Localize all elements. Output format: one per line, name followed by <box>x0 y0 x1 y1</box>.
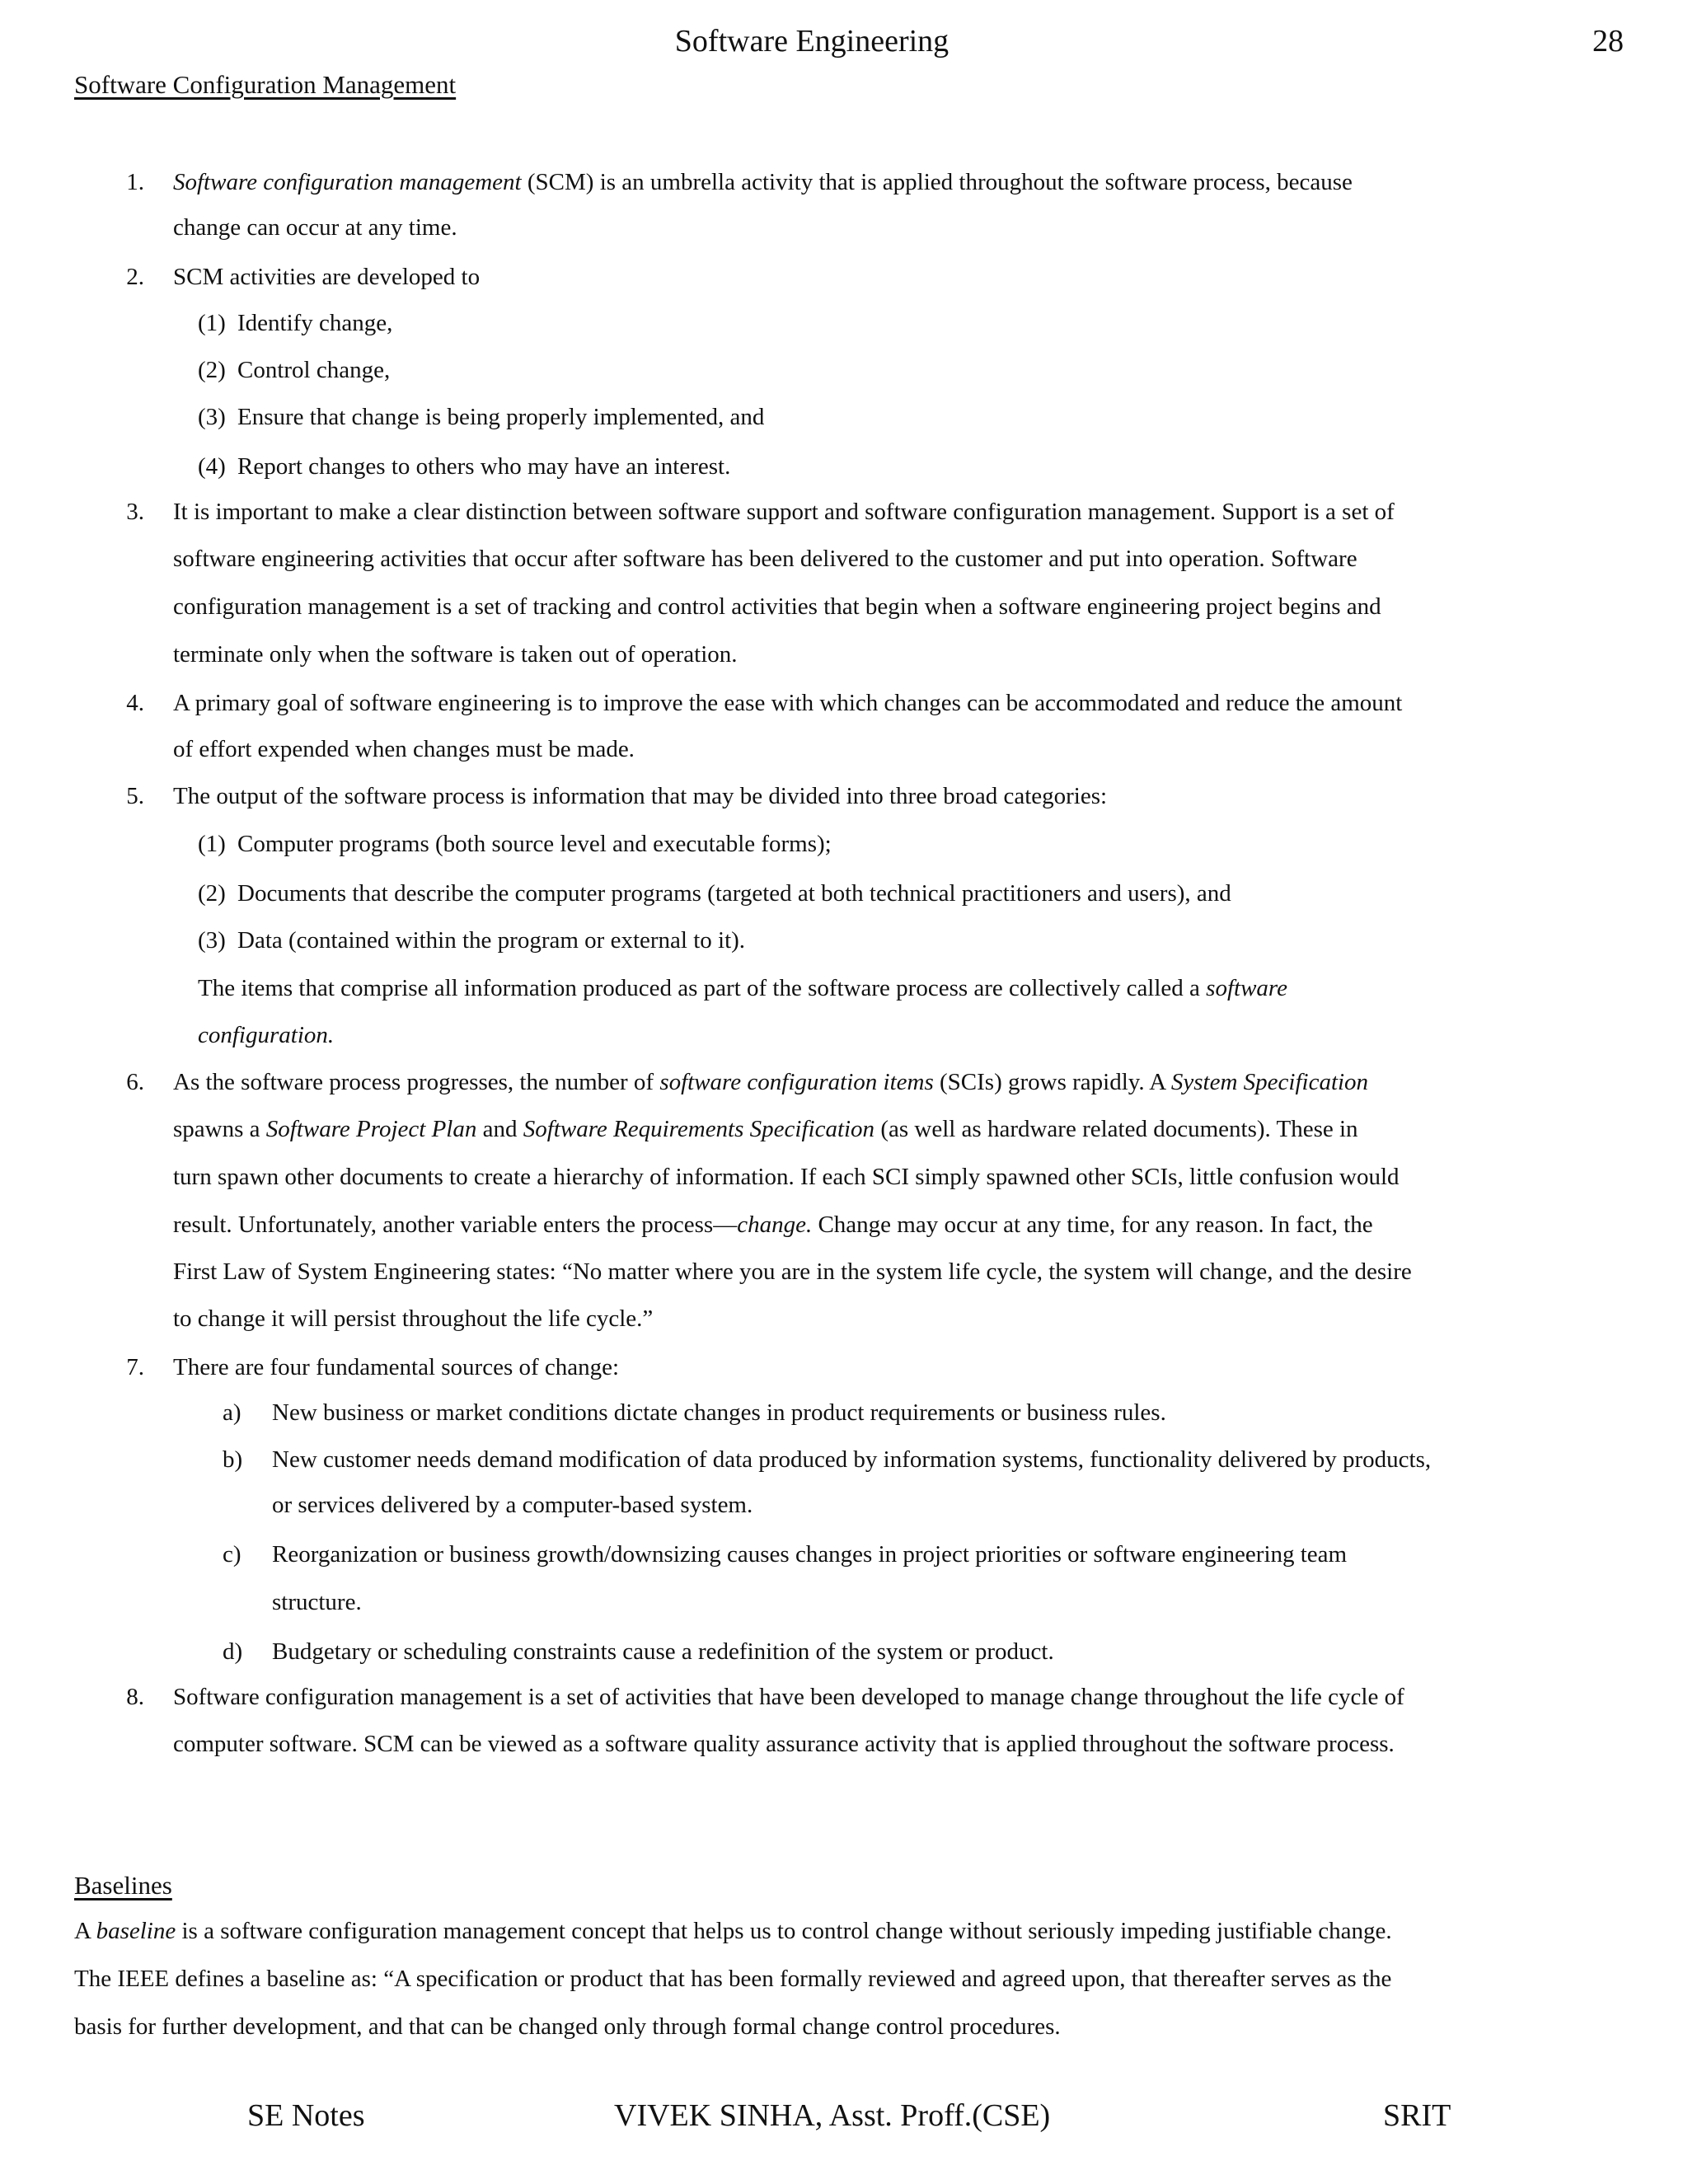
sub-item-text: or services delivered by a computer-based system. <box>272 1492 753 1518</box>
text-run: (SCM) is an umbrella activity that is applied throughout the software process, because <box>521 169 1353 195</box>
item-number: 2. <box>126 264 144 290</box>
term: software <box>1206 975 1287 1001</box>
sub-item-number: (3) <box>198 404 226 430</box>
sub-item-number: (2) <box>198 880 226 907</box>
sub-item-text: structure. <box>272 1589 362 1615</box>
sub-item-text: Ensure that change is being properly implemented, and <box>237 404 765 430</box>
sub-item-number: (1) <box>198 310 226 336</box>
term: Software Requirements Specification <box>523 1116 875 1142</box>
term: Software configuration management <box>173 169 522 195</box>
text-run: The items that comprise all information produced as part of the software process are collectively called a <box>198 975 1207 1001</box>
list-item-line: configuration management is a set of tracking and control activities that begin when a software engineering project begins and <box>173 593 1381 620</box>
section-heading-baselines: Baselines <box>74 1871 172 1900</box>
text-run: (SCIs) grows rapidly. A <box>933 1069 1171 1095</box>
sub-item-letter: d) <box>223 1638 243 1665</box>
sub-item-letter: b) <box>223 1446 243 1473</box>
list-item-line: A primary goal of software engineering is to improve the ease with which changes can be accommodated and reduce the amount <box>173 690 1403 716</box>
sub-item-text: Budgetary or scheduling constraints cause a redefinition of the system or product. <box>272 1638 1054 1665</box>
list-item-line: software engineering activities that occur after software has been delivered to the customer and put into operation. Software <box>173 546 1357 572</box>
text-run: Change may occur at any time, for any reason. In fact, the <box>812 1212 1373 1238</box>
list-item-line <box>198 975 1287 1002</box>
list-item-line: The output of the software process is information that may be divided into three broad categories: <box>173 783 1108 809</box>
running-header-title: Software Engineering <box>674 24 950 59</box>
term: configuration. <box>198 1022 335 1048</box>
sub-item-letter: a) <box>223 1399 241 1426</box>
item-number: 8. <box>126 1684 144 1710</box>
sub-item-number: (3) <box>198 927 226 954</box>
sub-item-number: (4) <box>198 453 226 480</box>
term: baseline <box>96 1918 176 1944</box>
page-number: 28 <box>1592 24 1624 59</box>
list-item-line: Software configuration management is a set of activities that have been developed to manage change throughout the life cycle of <box>173 1684 1404 1710</box>
sub-item-number: (1) <box>198 831 226 857</box>
text-run: As the software process progresses, the number of <box>173 1069 660 1095</box>
text-run: result. Unfortunately, another variable enters the process— <box>173 1212 738 1238</box>
sub-item-text: Documents that describe the computer programs (targeted at both technical practitioners and users), and <box>237 880 1231 907</box>
text-run: (as well as hardware related documents). These in <box>874 1116 1358 1142</box>
sub-item-text: Data (contained within the program or external to it). <box>237 927 746 954</box>
item-number: 1. <box>126 169 144 195</box>
item-number: 5. <box>126 783 144 809</box>
list-item-line <box>198 1022 334 1049</box>
item-number: 3. <box>126 499 144 525</box>
paragraph-line: basis for further development, and that can be changed only through formal change control procedures. <box>74 2013 1061 2040</box>
text-run: A <box>74 1918 96 1944</box>
list-item-line: turn spawn other documents to create a hierarchy of information. If each SCI simply spawned other SCIs, little confusion would <box>173 1164 1400 1190</box>
sub-item-text: Report changes to others who may have an interest. <box>237 453 731 480</box>
item-number: 4. <box>126 690 144 716</box>
text-run: is a software configuration management concept that helps us to control change without seriously impeding justifiable change. <box>176 1918 1392 1944</box>
list-item-line <box>173 1116 1358 1143</box>
list-item-line: terminate only when the software is taken out of operation. <box>173 641 738 668</box>
sub-item-text: Control change, <box>237 357 391 383</box>
list-item-line <box>173 1069 1368 1096</box>
footer-left: SE Notes <box>247 2098 365 2133</box>
paragraph-line <box>74 1918 1392 1945</box>
list-item-line: There are four fundamental sources of change: <box>173 1354 620 1380</box>
item-number: 6. <box>126 1069 144 1095</box>
sub-item-number: (2) <box>198 357 226 383</box>
term: System Specification <box>1170 1069 1369 1095</box>
section-heading-scm: Software Configuration Management <box>74 70 457 99</box>
sub-item-text: Computer programs (both source level and executable forms); <box>237 831 832 857</box>
list-item-line: change can occur at any time. <box>173 214 457 241</box>
item-number: 7. <box>126 1354 144 1380</box>
list-item-line <box>173 1212 1373 1239</box>
list-item-line: to change it will persist throughout the life cycle.” <box>173 1305 654 1332</box>
term: Software Project Plan <box>265 1116 477 1142</box>
footer-right: SRIT <box>1383 2098 1451 2133</box>
list-item-line: It is important to make a clear distinction between software support and software configuration management. Support is a set of <box>173 499 1395 525</box>
term: software configuration items <box>659 1069 934 1095</box>
list-item-line: SCM activities are developed to <box>173 264 481 290</box>
sub-item-text: New customer needs demand modification of data produced by information systems, functionality delivered by products, <box>272 1446 1432 1473</box>
term: change. <box>737 1212 813 1238</box>
list-item-line: First Law of System Engineering states: “No matter where you are in the system life cycle, the system will change, and the desire <box>173 1258 1412 1285</box>
sub-item-text: Reorganization or business growth/downsizing causes changes in project priorities or software engineering team <box>272 1541 1348 1568</box>
footer-center: VIVEK SINHA, Asst. Proff.(CSE) <box>614 2098 1051 2133</box>
sub-item-text: New business or market conditions dictate changes in product requirements or business rules. <box>272 1399 1166 1426</box>
text-run: and <box>476 1116 523 1142</box>
list-item-line <box>173 169 1353 196</box>
paragraph-line: The IEEE defines a baseline as: “A specification or product that has been formally reviewed and agreed upon, that thereafter serves as the <box>74 1966 1392 1992</box>
list-item-line: computer software. SCM can be viewed as a software quality assurance activity that is applied throughout the software process. <box>173 1731 1395 1757</box>
list-item-line: of effort expended when changes must be made. <box>173 736 635 762</box>
text-run: spawns a <box>173 1116 266 1142</box>
sub-item-text: Identify change, <box>237 310 393 336</box>
sub-item-letter: c) <box>223 1541 241 1568</box>
